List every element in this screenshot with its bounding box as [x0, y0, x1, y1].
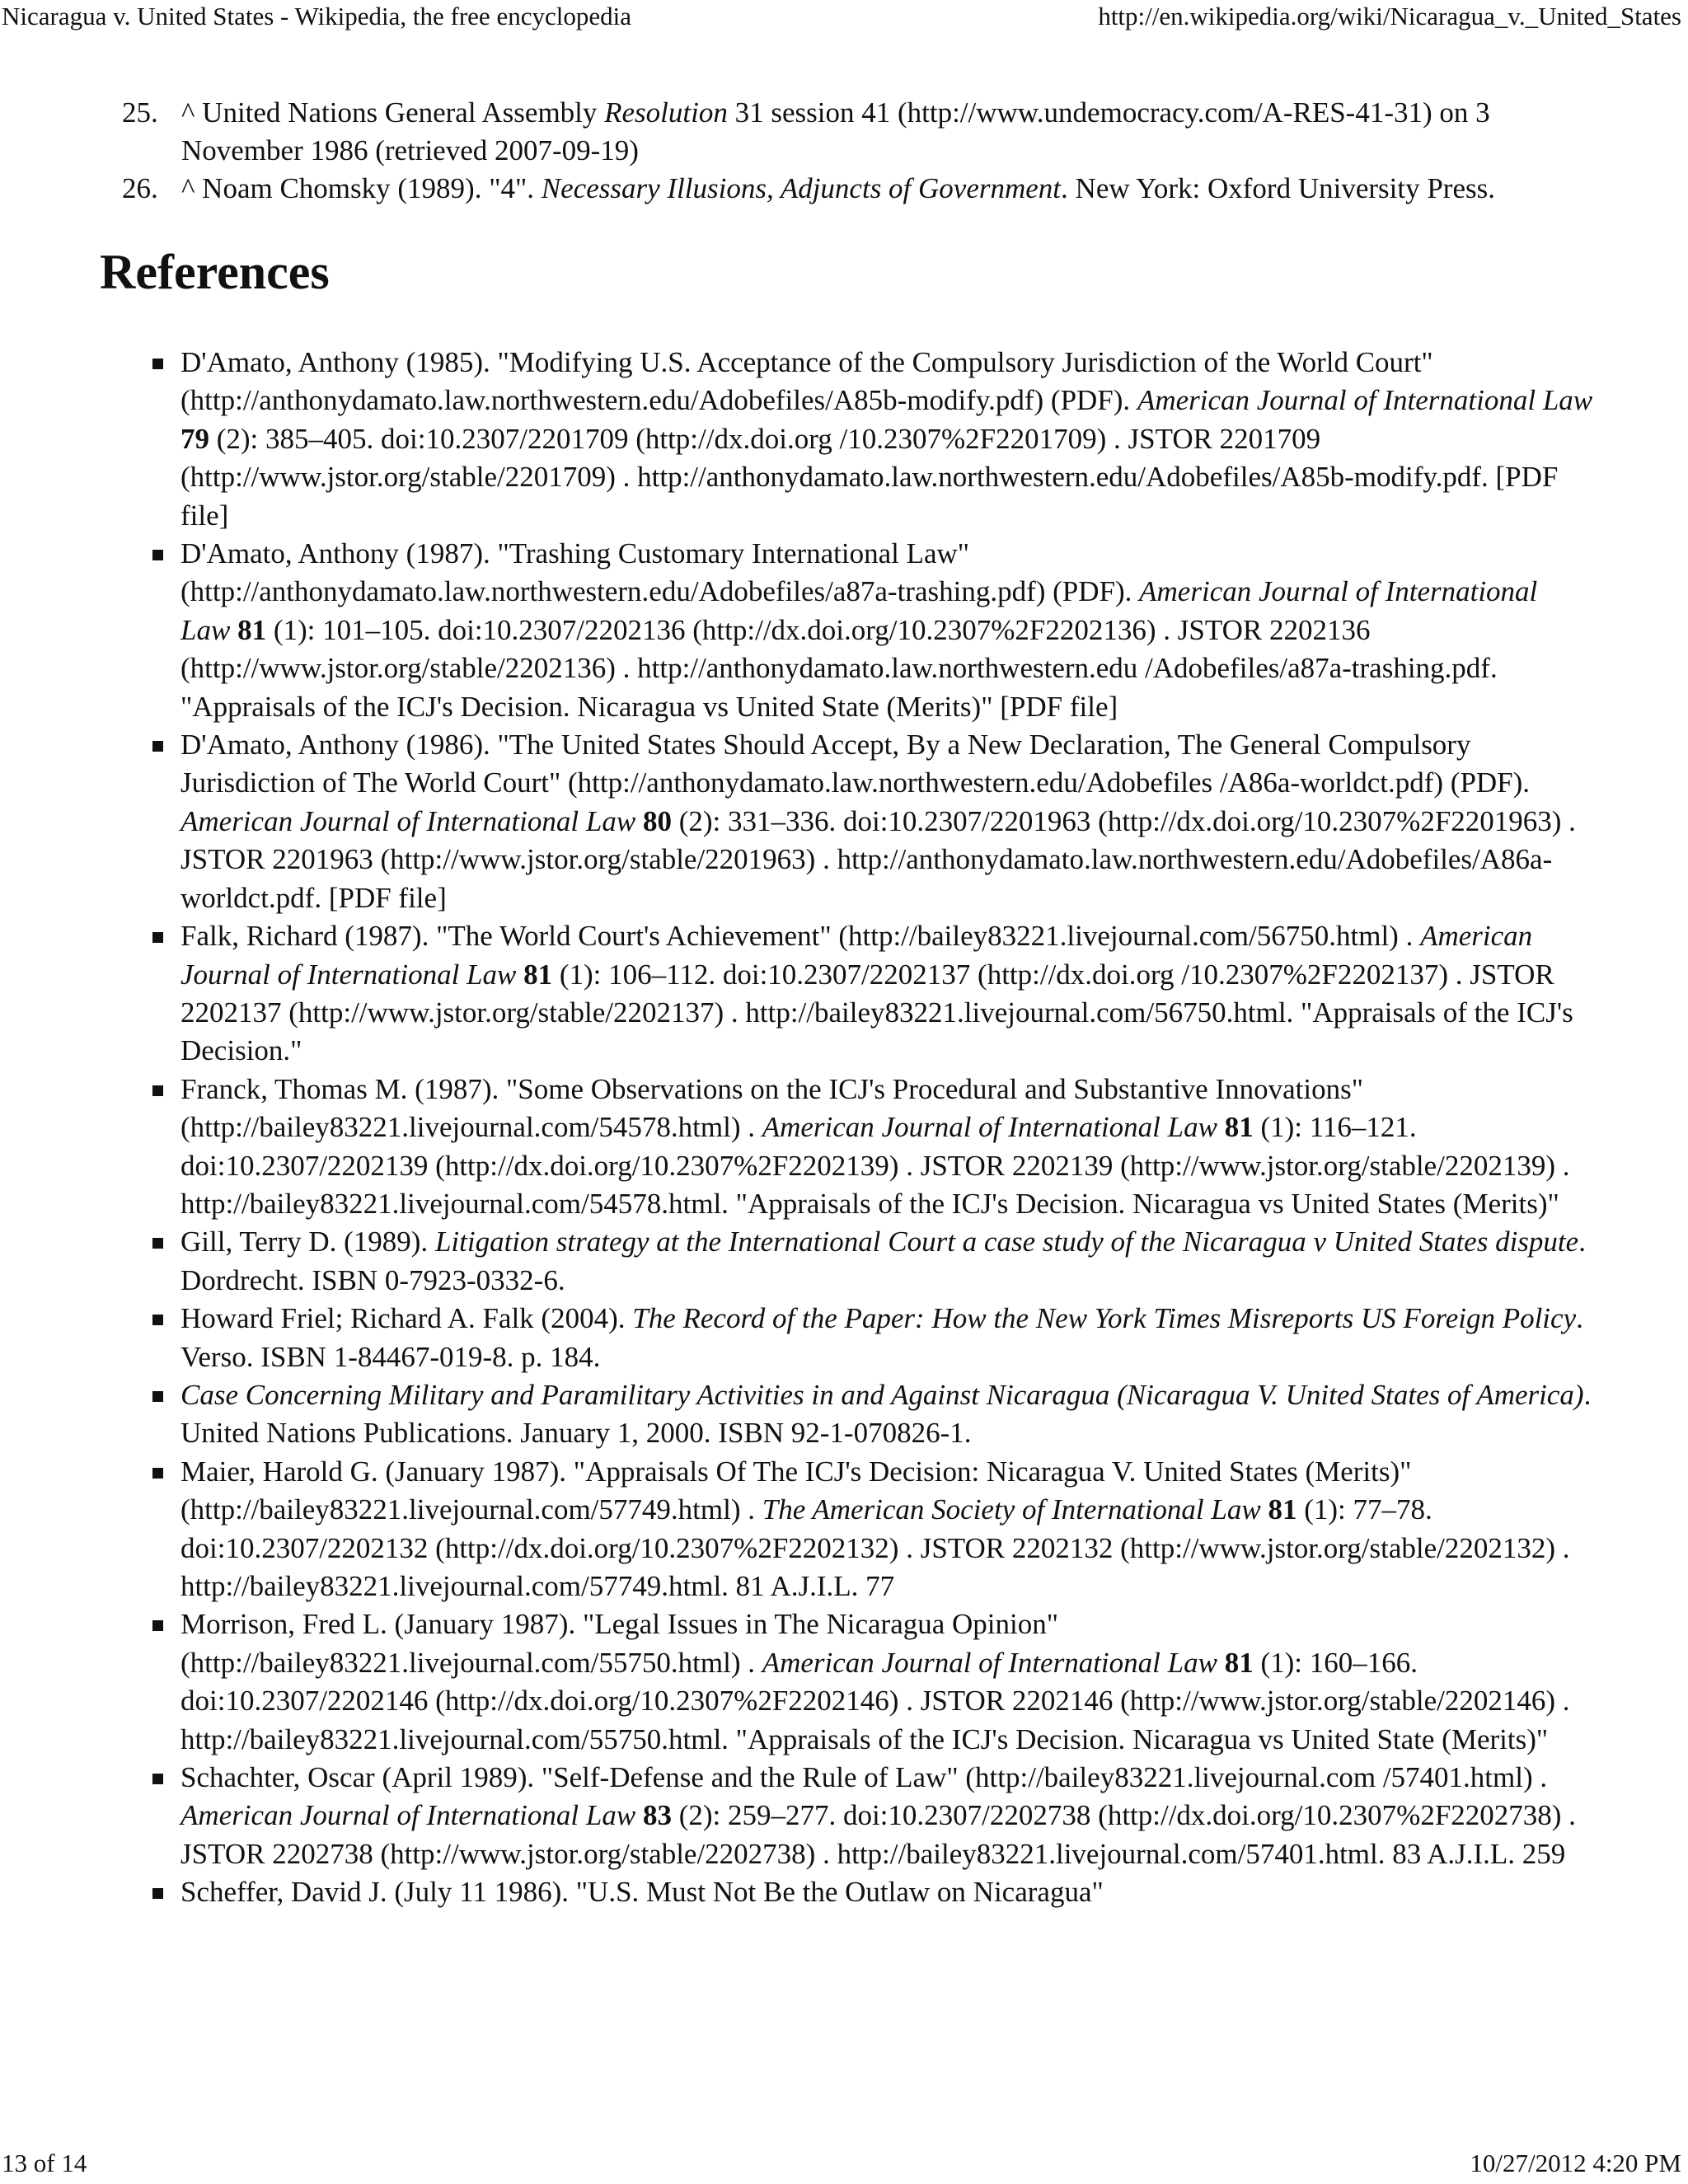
- citation-italic-text: American Journal of International Law: [762, 1111, 1217, 1144]
- reference-item: [151, 1759, 1593, 1873]
- print-footer: [0, 2147, 1688, 2180]
- citation-text: D'Amato, Anthony (1987). "Trashing Customary International Law" (http://anthonydamato.law.northwestern.edu/Adobefiles/a87a-trashing.pdf) (PDF).: [181, 537, 1140, 608]
- citation-italic-text: The American Society of International Law: [762, 1493, 1261, 1526]
- square-bullet-icon: [152, 1315, 163, 1325]
- citation-text: (2): 385–405. doi:10.2307/2201709 (http://dx.doi.org /10.2307%2F2201709) . JSTOR 2201709 (http://www.jstor.org/stable/2201709) . http://anthonydamato.law.northwestern.edu/Adobefiles/A85b-modify.pdf. [PDF file]: [181, 422, 1559, 532]
- citation-text: ^ United Nations General Assembly: [181, 96, 605, 129]
- citation-italic-text: American Journal of International Law: [181, 920, 1533, 991]
- citation-text: Maier, Harold G. (January 1987). "Appraisals Of The ICJ's Decision: Nicaragua V. United States (Merits)" (http://bailey83221.livejournal.com/57749.html) .: [181, 1455, 1412, 1526]
- citation-italic-text: American Journal of International Law: [181, 1799, 636, 1832]
- citation-text: Morrison, Fred L. (January 1987). "Legal Issues in The Nicaragua Opinion" (http://bailey83221.livejournal.com/55750.html) .: [181, 1608, 1059, 1679]
- square-bullet-icon: [152, 1468, 163, 1479]
- citation-volume: 81: [1268, 1493, 1297, 1526]
- citation-italic-text: American Journal of International Law: [762, 1646, 1217, 1679]
- page-title: Nicaragua v. United States - Wikipedia, the free encyclopedia: [2, 2, 631, 30]
- note-number: 25.: [122, 96, 158, 129]
- square-bullet-icon: [152, 550, 163, 560]
- notes-list: [122, 94, 1606, 208]
- print-datetime: 10/27/2012 4:20 PM: [1470, 2149, 1681, 2177]
- reference-item: [151, 1605, 1593, 1759]
- citation-text: . New York: Oxford University Press.: [1061, 172, 1495, 204]
- citation-italic-text: The Record of the Paper: How the New York Times Misreports US Foreign Policy: [632, 1302, 1577, 1335]
- citation-italic-text: American Journal of International Law: [181, 804, 636, 837]
- citation-italic-text: Case Concerning Military and Paramilitary Activities in and Against Nicaragua (Nicaragua V. United States of America): [181, 1378, 1584, 1411]
- citation-text: [516, 958, 523, 991]
- note-number: 26.: [122, 172, 158, 204]
- citation-text: Howard Friel; Richard A. Falk (2004).: [181, 1302, 633, 1335]
- reference-item: [151, 344, 1593, 535]
- citation-text: Gill, Terry D. (1989).: [181, 1226, 435, 1258]
- citation-italic-text: Litigation strategy at the International Court a case study of the Nicaragua v United States dispute: [434, 1226, 1579, 1258]
- reference-item: [151, 1071, 1593, 1224]
- citation-text: [1217, 1111, 1225, 1143]
- reference-item: [151, 1223, 1593, 1300]
- citation-volume: 81: [523, 958, 553, 991]
- citation-text: Falk, Richard (1987). "The World Court's Achievement" (http://bailey83221.livejournal.com/56750.html) .: [181, 920, 1421, 953]
- citation-volume: 83: [642, 1799, 672, 1832]
- citation-text: [635, 805, 643, 837]
- reference-item: [151, 726, 1593, 917]
- citation-italic-text: American Journal of International Law: [1137, 384, 1593, 417]
- citation-text: (1): 116–121. doi:10.2307/2202139 (http://dx.doi.org/10.2307%2F2202139) . JSTOR 2202139 (http://www.jstor.org/stable/2202139) . http://bailey83221.livejournal.com/54578.html. "Appraisals of the ICJ's Decision. Nicaragua vs United States (Merits)": [181, 1111, 1570, 1220]
- reference-item: [151, 1873, 1593, 1911]
- citation-text: . Verso. ISBN 1-84467-019-8. p. 184.: [181, 1302, 1583, 1373]
- reference-item: [151, 917, 1593, 1071]
- citation-volume: 81: [1224, 1111, 1254, 1144]
- references-list: [151, 344, 1593, 1912]
- note-item: [122, 94, 1606, 170]
- reference-item: [151, 1453, 1593, 1606]
- citation-text: (2): 331–336. doi:10.2307/2201963 (http://dx.doi.org/10.2307%2F2201963) . JSTOR 2201963 (http://www.jstor.org/stable/2201963) . http://anthonydamato.law.northwestern.edu/Adobefiles/A86a-worldct.pdf. [PDF file]: [181, 804, 1576, 914]
- square-bullet-icon: [152, 932, 163, 943]
- citation-text: D'Amato, Anthony (1985). "Modifying U.S. Acceptance of the Compulsory Jurisdiction of the World Court" (http://anthonydamato.law.northwestern.edu/Adobefiles/A85b-modify.pdf) (PDF).: [181, 346, 1433, 417]
- citation-italic-text: Necessary Illusions, Adjuncts of Government: [541, 172, 1062, 204]
- page-url[interactable]: http://en.wikipedia.org/wiki/Nicaragua_v._United_States: [1098, 2, 1681, 30]
- square-bullet-icon: [152, 1085, 163, 1096]
- square-bullet-icon: [152, 1774, 163, 1784]
- citation-text: . Dordrecht. ISBN 0-7923-0332-6.: [181, 1226, 1586, 1296]
- citation-text: (1): 77–78. doi:10.2307/2202132 (http://dx.doi.org/10.2307%2F2202132) . JSTOR 2202132 (http://www.jstor.org/stable/2202132) . http://bailey83221.livejournal.com/57749.html. 81 A.J.I.L. 77: [181, 1493, 1570, 1602]
- square-bullet-icon: [152, 1620, 163, 1631]
- citation-text: 31 session 41 (http://www.undemocracy.com/A-RES-41-31) on 3 November 1986 (retrieved 2007-09-19): [181, 96, 1490, 166]
- citation-text: Schachter, Oscar (April 1989). "Self-Defense and the Rule of Law" (http://bailey83221.livejournal.com /57401.html) .: [181, 1761, 1548, 1794]
- citation-volume: 81: [237, 613, 267, 646]
- square-bullet-icon: [152, 1391, 163, 1402]
- citation-text: Franck, Thomas M. (1987). "Some Observations on the ICJ's Procedural and Substantive Innovations" (http://bailey83221.livejournal.com/54578.html) .: [181, 1072, 1364, 1144]
- citation-text: (2): 259–277. doi:10.2307/2202738 (http://dx.doi.org/10.2307%2F2202738) . JSTOR 2202738 (http://www.jstor.org/stable/2202738) . http://bailey83221.livejournal.com/57401.html. 83 A.J.I.L. 259: [181, 1799, 1576, 1870]
- note-item: [122, 170, 1606, 208]
- square-bullet-icon: [152, 741, 163, 752]
- reference-item: [151, 1376, 1593, 1453]
- references-heading: References: [100, 245, 330, 299]
- square-bullet-icon: [152, 1888, 163, 1899]
- citation-italic-text: American Journal of International Law: [181, 575, 1538, 646]
- square-bullet-icon: [152, 1238, 163, 1249]
- citation-volume: 81: [1224, 1646, 1254, 1679]
- citation-italic-text: Resolution: [604, 96, 728, 129]
- citation-volume: 79: [181, 422, 209, 455]
- citation-text: (1): 101–105. doi:10.2307/2202136 (http://dx.doi.org/10.2307%2F2202136) . JSTOR 2202136 (http://www.jstor.org/stable/2202136) . http://anthonydamato.law.northwestern.edu /Adobefiles/a87a-trashing.pdf. "Appraisals of the ICJ's Decision. Nicaragua vs United State (Merits)" [PDF file]: [181, 613, 1498, 723]
- reference-item: [151, 1300, 1593, 1376]
- page-counter: 13 of 14: [2, 2149, 87, 2177]
- citation-text: [635, 1799, 643, 1831]
- citation-text: Scheffer, David J. (July 11 1986). "U.S. Must Not Be the Outlaw on Nicaragua": [181, 1876, 1104, 1909]
- citation-text: [230, 614, 237, 646]
- citation-text: . United Nations Publications. January 1, 2000. ISBN 92-1-070826-1.: [181, 1378, 1592, 1450]
- square-bullet-icon: [152, 359, 163, 369]
- reference-item: [151, 535, 1593, 726]
- citation-text: D'Amato, Anthony (1986). "The United States Should Accept, By a New Declaration, The General Compulsory Jurisdiction of The World Court" (http://anthonydamato.law.northwestern.edu/Adobefiles /A86a-worldct.pdf) (PDF).: [181, 729, 1531, 799]
- citation-volume: 80: [642, 804, 672, 837]
- citation-text: [1217, 1647, 1225, 1679]
- citation-text: (1): 160–166. doi:10.2307/2202146 (http://dx.doi.org/10.2307%2F2202146) . JSTOR 2202146 (http://www.jstor.org/stable/2202146) . http://bailey83221.livejournal.com/55750.html. "Appraisals of the ICJ's Decision. Nicaragua vs United State (Merits)": [181, 1646, 1570, 1755]
- citation-text: ^ Noam Chomsky (1989). "4".: [181, 172, 542, 204]
- citation-text: (1): 106–112. doi:10.2307/2202137 (http://dx.doi.org /10.2307%2F2202137) . JSTOR 2202137 (http://www.jstor.org/stable/2202137) . http://bailey83221.livejournal.com/56750.html. "Appraisals of the ICJ's Decision.": [181, 958, 1573, 1067]
- print-header: [0, 0, 1688, 33]
